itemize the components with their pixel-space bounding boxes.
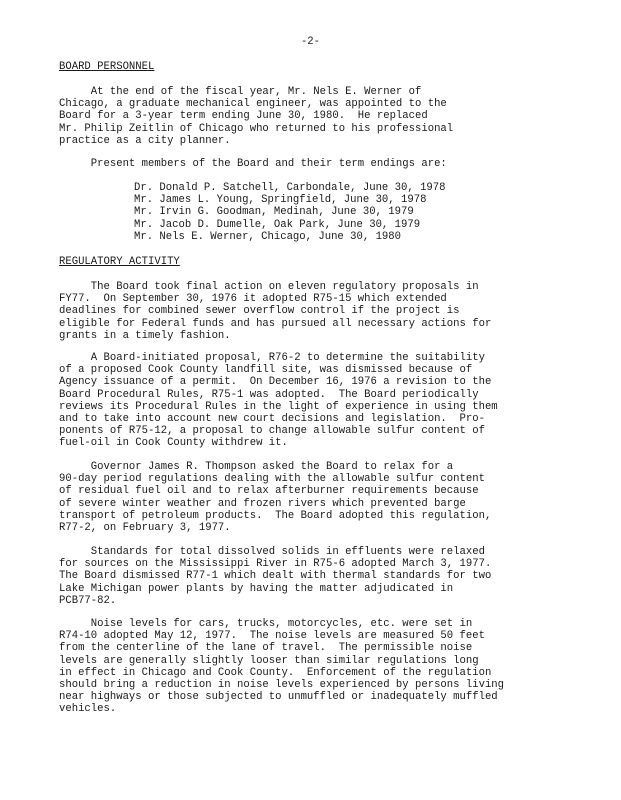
member-item: Mr. Nels E. Werner, Chicago, June 30, 1980 xyxy=(134,230,402,243)
regulatory-paragraph-3 xyxy=(59,461,559,534)
text-line: deadlines for combined sewer overflow control if the project is xyxy=(59,305,460,318)
text-line: Governor James R. Thompson asked the Board to relax for a xyxy=(59,461,454,473)
text-line: for sources on the Mississippi River in R75-6 adopted March 3, 1977. xyxy=(59,558,492,571)
text-line: R77-2, on February 3, 1977. xyxy=(59,522,231,535)
board-members-list xyxy=(134,182,446,243)
text-line: The Board took final action on eleven regulatory proposals in xyxy=(59,281,479,293)
member-item: Mr. James L. Young, Springfield, June 30, 1978 xyxy=(134,194,427,207)
text-line: Present members of the Board and their term endings are: xyxy=(59,158,447,170)
text-line: practice as a city planner. xyxy=(59,134,231,147)
regulatory-paragraph-4 xyxy=(59,546,559,607)
text-line: fuel-oil in Cook County withdrew it. xyxy=(59,437,288,450)
text-line: Agency issuance of a permit. On December 16, 1976 a revision to the xyxy=(59,376,492,389)
text-line: PCB77-82. xyxy=(59,594,117,607)
text-line: ponents of R75-12, a proposal to change allowable sulfur content of xyxy=(59,425,485,438)
text-line: At the end of the fiscal year, Mr. Nels E. Werner of xyxy=(59,86,422,98)
board-personnel-heading: BOARD PERSONNEL xyxy=(59,61,155,73)
text-line: eligible for Federal funds and has pursued all necessary actions for xyxy=(59,317,492,330)
text-line: Board Procedural Rules, R75-1 was adopted. The Board periodically xyxy=(59,388,479,401)
member-item: Dr. Donald P. Satchell, Carbondale, June 30, 1978 xyxy=(134,182,446,194)
text-line: in effect in Chicago and Cook County. Enforcement of the regulation xyxy=(59,666,492,679)
regulatory-paragraph-5 xyxy=(59,618,559,716)
text-line: of residual fuel oil and to relax afterburner requirements because xyxy=(59,485,479,498)
text-line: A Board-initiated proposal, R76-2 to determine the suitability xyxy=(59,352,485,364)
regulatory-activity-heading: REGULATORY ACTIVITY xyxy=(59,256,180,268)
regulatory-paragraph-1 xyxy=(59,281,559,342)
text-line: transport of petroleum products. The Board adopted this regulation, xyxy=(59,509,492,522)
text-line: Board for a 3-year term ending June 30, 1980. He replaced xyxy=(59,110,428,123)
text-line: and to take into account new court decisions and legislation. Pro- xyxy=(59,413,485,426)
text-line: should bring a reduction in noise levels experienced by persons living xyxy=(59,679,505,692)
text-line: Lake Michigan power plants by having the matter adjudicated in xyxy=(59,582,454,595)
text-line: 90-day period regulations dealing with the allowable sulfur content xyxy=(59,473,485,486)
board-members-intro xyxy=(59,158,559,170)
text-line: grants in a timely fashion. xyxy=(59,329,231,342)
text-line: Mr. Philip Zeitlin of Chicago who returned to his professional xyxy=(59,122,454,135)
text-line: near highways or those subjected to unmuffled or inadequately muffled xyxy=(59,691,498,704)
text-line: vehicles. xyxy=(59,703,117,716)
text-line: Noise levels for cars, trucks, motorcycles, etc. were set in xyxy=(59,618,473,630)
page-number: -2- xyxy=(300,36,321,48)
member-item: Mr. Irvin G. Goodman, Medinah, June 30, 1979 xyxy=(134,206,414,219)
text-line: Chicago, a graduate mechanical engineer, was appointed to the xyxy=(59,98,447,111)
text-line: Standards for total dissolved solids in effluents were relaxed xyxy=(59,546,485,558)
member-item: Mr. Jacob D. Dumelle, Oak Park, June 30, 1979 xyxy=(134,218,421,231)
text-line: of a proposed Cook County landfill site, was dismissed because of xyxy=(59,364,473,377)
text-line: FY77. On September 30, 1976 it adopted R75-15 which extended xyxy=(59,293,447,306)
board-personnel-paragraph xyxy=(59,86,559,147)
text-line: levels are generally slightly looser than similar regulations long xyxy=(59,654,479,667)
text-line: R74-10 adopted May 12, 1977. The noise levels are measured 50 feet xyxy=(59,630,485,643)
regulatory-paragraph-2 xyxy=(59,352,559,450)
text-line: of severe winter weather and frozen rivers which prevented barge xyxy=(59,497,466,510)
text-line: from the centerline of the lane of travel. The permissible noise xyxy=(59,642,473,655)
text-line: reviews its Procedural Rules in the light of experience in using them xyxy=(59,400,498,413)
text-line: The Board dismissed R77-1 which dealt with thermal standards for two xyxy=(59,570,492,583)
